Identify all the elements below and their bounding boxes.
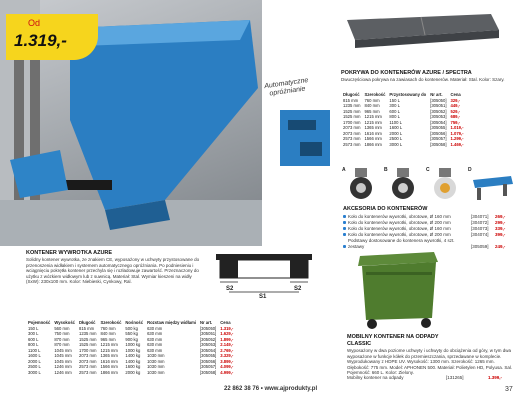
table-cell: 800 L	[389, 114, 400, 119]
table-cell: 630 mm	[147, 331, 163, 336]
table-cell: 965 mm	[364, 108, 380, 114]
price-cell: 449,-	[450, 103, 461, 108]
table-cell: 1866 mm	[100, 369, 118, 375]
accessories-list	[343, 214, 515, 249]
table-cell: 1100 L	[28, 347, 41, 353]
table-cell: 870 mm	[54, 336, 70, 342]
accessories-title: AKCESORIA DO KONTENERÓW	[343, 206, 428, 212]
table-cell: 1400 kg	[125, 353, 141, 358]
bin-description: Wyposażony w dwa poziome uchwyty i uchwyty do obciążenia od góry, w tym dwa wyposażone w funkcje kółek do przemieszczania, sprzedawane w komplecie. Wyprodukowany z HDPE UV. Wysokość: 1300 mm. Szerokość: 1265 mm. Głębokość: 775 mm. Model: APHONEN 500. Materiał: Polietylen HD, Polyusa. Sal. Pojemność: 660 L. Kolor: Zielony.	[347, 348, 513, 376]
accessory-price: 399,-	[495, 232, 506, 238]
table-cell: 2073 mm	[78, 353, 97, 358]
col-header: Nr art.	[430, 92, 443, 97]
col-header: Długość	[343, 92, 360, 97]
table-cell: 1246 mm	[54, 364, 72, 369]
table-cell: 1525 mm	[343, 108, 361, 114]
table-cell: 1866 mm	[364, 141, 382, 147]
price-cell: 1.299,-	[450, 136, 464, 141]
table-row	[26, 353, 235, 359]
page-number: 37	[505, 386, 513, 393]
price-cell: 2.149,-	[220, 342, 234, 347]
price-cell: 329,-	[450, 97, 461, 103]
table-cell: 150 L	[389, 97, 400, 103]
accessory-text: Koło do kontenerów wywrotki, obrotowe, Ø 200 mm	[348, 232, 451, 237]
lid-title: POKRYWA DO KONTENERÓW AZURE / SPECTRA	[341, 70, 472, 76]
col-header: Przystosowany do	[389, 92, 427, 97]
table-cell: [305054]	[199, 347, 217, 353]
bin-image	[352, 248, 442, 330]
table-cell: 600 L	[28, 336, 39, 342]
table-cell: 1045 mm	[54, 347, 72, 353]
table-cell: 3000 L	[389, 141, 403, 147]
table-cell: 3000 L	[28, 369, 41, 375]
table-cell: 750 mm	[54, 331, 70, 336]
table-cell: 2000 L	[389, 130, 403, 136]
table-cell: [305052]	[430, 108, 447, 114]
accessory-text: Koło do kontenerów wywrotki, obrotowe, Ø 160 mm	[348, 226, 451, 231]
table-row	[341, 142, 466, 148]
table-row	[26, 370, 235, 376]
col-header: Cena	[220, 320, 231, 325]
table-cell: 2073 mm	[343, 130, 361, 136]
s2-right-label: S2	[294, 286, 302, 292]
table-cell: 1246 mm	[54, 369, 72, 375]
table-cell: 2573 mm	[78, 364, 97, 369]
table-cell: [305055]	[430, 125, 447, 130]
table-cell: [305058]	[199, 369, 217, 375]
table-cell: 630 mm	[147, 336, 163, 342]
table-row	[26, 364, 235, 370]
table-cell: 1616 mm	[100, 358, 118, 364]
col-header: Nr art.	[199, 320, 213, 325]
table-cell: 1215 mm	[364, 119, 382, 125]
table-cell: 1566 mm	[100, 364, 118, 369]
table-cell: 1215 mm	[364, 114, 382, 119]
table-cell: 2573 mm	[343, 141, 361, 147]
price-value: 1.319,-	[14, 31, 67, 50]
price-cell: 3.899,-	[220, 358, 234, 364]
price-cell: 3.329,-	[220, 353, 234, 358]
bullet-icon	[343, 233, 346, 236]
accessory-art: [304073]	[471, 226, 489, 232]
s2-left-label: S2	[226, 286, 234, 292]
table-cell: [305051]	[430, 103, 447, 108]
price-cell: 759,-	[450, 119, 461, 125]
table-cell: 1525 mm	[78, 336, 97, 342]
table-cell: 1045 mm	[54, 358, 72, 364]
table-cell: 1215 mm	[100, 347, 118, 353]
table-cell: 815 mm	[78, 325, 95, 331]
table-cell: 760 mm	[100, 325, 116, 331]
accessory-price: 249,-	[495, 243, 506, 249]
table-cell: 1030 mm	[147, 353, 165, 358]
table-cell: 2500 L	[389, 136, 403, 141]
table-cell: [305051]	[199, 331, 217, 336]
wheel-label-b: B	[384, 167, 388, 173]
wheel-label-a: A	[342, 167, 346, 173]
table-cell: [305050]	[199, 325, 217, 331]
table-cell: [305052]	[199, 336, 217, 342]
price-cell: 1.079,-	[450, 130, 464, 136]
table-cell: 1700 mm	[78, 347, 97, 353]
accessory-art: [304072]	[471, 220, 489, 226]
col-header: Szerokość	[100, 320, 122, 325]
lid-table	[341, 92, 466, 147]
footer-contact[interactable]: 22 862 38 76 • www.ajprodukty.pl	[224, 386, 318, 392]
tipper-title: KONTENER WYWROTKA AZURE	[26, 250, 113, 256]
table-cell: 1235 mm	[78, 331, 97, 336]
col-header: Cena	[450, 92, 461, 97]
table-cell: [305053]	[430, 114, 447, 119]
lid-image	[341, 10, 501, 56]
accessory-art: [304074]	[471, 232, 489, 238]
table-cell: 2500 L	[28, 364, 41, 369]
table-cell: 1525 mm	[78, 342, 97, 347]
table-cell: [305058]	[430, 141, 447, 147]
table-cell: 300 L	[28, 331, 39, 336]
bin-title: MOBILNY KONTENER NA ODPADY CLASSIC	[347, 334, 439, 347]
table-cell: 300 L	[389, 103, 400, 108]
table-cell: 1030 mm	[147, 369, 165, 375]
table-cell: 500 kg	[125, 325, 138, 331]
table-cell: 1400 kg	[125, 358, 141, 364]
handwritten-note: Automatyczne opróżnianie	[263, 76, 309, 98]
table-cell: 2073 mm	[343, 125, 361, 130]
price-cell: 1.019,-	[450, 125, 464, 130]
bin-price: 1.399,-	[488, 375, 503, 380]
table-cell: 760 mm	[364, 97, 380, 103]
price-cell: 529,-	[450, 108, 461, 114]
bullet-icon	[343, 221, 346, 224]
table-cell: 1600 L	[389, 125, 403, 130]
table-cell: 630 mm	[147, 347, 163, 353]
table-cell: 900 kg	[125, 336, 138, 342]
table-cell: 630 mm	[147, 342, 163, 347]
table-cell: 600 L	[389, 108, 400, 114]
price-cell: 2.769,-	[220, 347, 234, 353]
table-cell: 1045 mm	[54, 353, 72, 358]
accessory-price: 299,-	[495, 220, 506, 226]
table-cell: 1100 L	[389, 119, 402, 125]
accessory-text: Koło do kontenerów wywrotki, obrotowe, Ø 200 mm	[348, 220, 451, 225]
table-cell: [305053]	[199, 342, 217, 347]
price-cell: 4.099,-	[220, 364, 234, 369]
table-cell: 1365 mm	[364, 125, 382, 130]
table-header-row	[26, 320, 235, 326]
table-cell: 1616 mm	[364, 130, 382, 136]
lid-description: Dwuczęściowa pokrywa na zawiasach do kontenerów. Materiał: Stal. Kolor: Szary.	[341, 77, 505, 82]
accessory-price: 269,-	[495, 214, 506, 220]
table-cell: 1700 mm	[343, 119, 361, 125]
bullet-icon	[343, 215, 346, 218]
table-cell: 2000 kg	[125, 369, 141, 375]
table-cell: 1235 mm	[343, 103, 361, 108]
table-row	[26, 342, 235, 348]
tipper-description: Solidny kontener wywrotka, ze znakiem CE, wyposażony w uchwyty przystosowane do przenoszenia widłakiem i systemem automatycznego opróżniania. Po podniesieniu i wciągnięciu pokrętła kontener przechyla się i rozładowuje zawartość. Przeznaczony do użytku z wózkiem widłowym lub z suwnicą. Materiał: Stal. Wymiar kieszeni na widły (SxW): 230x100 mm. Kolor: Niebieski, Cynkowy, Ral.	[26, 257, 200, 285]
col-header: Nośność	[125, 320, 144, 325]
accessory-text: Koło do kontenerów wywrotki, obrotowe, Ø 160 mm	[348, 214, 451, 219]
table-cell: 1566 mm	[364, 136, 382, 141]
wheel-label-c: C	[426, 167, 430, 173]
table-cell: 870 mm	[54, 342, 70, 347]
s1-label: S1	[259, 294, 267, 300]
price-cell: 1.899,-	[220, 336, 234, 342]
table-cell: 2000 L	[28, 358, 41, 364]
bullet-icon	[343, 245, 346, 248]
table-cell: 1000 kg	[125, 342, 141, 347]
table-cell: [305057]	[430, 136, 447, 141]
table-cell: 1030 mm	[147, 364, 165, 369]
tipper-table	[26, 320, 235, 375]
table-cell: [305056]	[430, 130, 447, 136]
table-cell: 1365 mm	[100, 353, 118, 358]
table-cell: [305055]	[199, 353, 217, 358]
price-cell: 1.319,-	[220, 325, 234, 331]
accessory-art: [305059]	[471, 243, 489, 249]
accessory-text: Podstawy dostosowane do kontenera wywrotki, 4 szt. zestawy	[348, 238, 455, 249]
table-cell: 560 mm	[54, 325, 70, 331]
table-cell: 840 mm	[100, 331, 116, 336]
table-cell: 1525 mm	[343, 114, 361, 119]
table-row	[26, 331, 235, 337]
accessory-price: 339,-	[495, 226, 506, 232]
table-cell: 630 mm	[147, 325, 163, 331]
col-header: Rozstaw między widłami	[147, 320, 196, 325]
table-cell: 1600 kg	[125, 364, 141, 369]
table-cell: 150 L	[28, 325, 39, 331]
table-cell: 2573 mm	[78, 369, 97, 375]
col-header: Wysokość	[54, 320, 75, 325]
table-cell: 2073 mm	[78, 358, 97, 364]
table-cell: 550 kg	[125, 331, 138, 336]
table-cell: 1215 mm	[100, 342, 118, 347]
table-cell: 840 mm	[364, 103, 380, 108]
col-header: Długość	[78, 320, 96, 325]
table-cell: 2573 mm	[343, 136, 361, 141]
price-from-label: Od	[28, 18, 41, 28]
mechanism-image	[280, 110, 330, 166]
bin-art: [131265]	[446, 375, 464, 380]
table-cell: 1000 kg	[125, 347, 141, 353]
price-cell: 1.629,-	[220, 331, 234, 336]
table-cell: 815 mm	[343, 97, 359, 103]
table-cell: [305050]	[430, 97, 447, 103]
price-cell: 4.999,-	[220, 369, 234, 375]
accessory-art: [304071]	[471, 214, 489, 220]
wheel-label-d: D	[468, 167, 472, 173]
table-cell: [305057]	[199, 364, 217, 369]
price-cell: 689,-	[450, 114, 461, 119]
price-cell: 1.469,-	[450, 141, 464, 147]
bin-item-label: Mobilny kontener na odpady	[347, 375, 404, 380]
table-cell: 965 mm	[100, 336, 116, 342]
table-cell: 1600 L	[28, 353, 41, 358]
bullet-icon	[343, 227, 346, 230]
price-badge	[6, 14, 98, 60]
table-cell: 800 L	[28, 342, 39, 347]
table-cell: 1030 mm	[147, 358, 165, 364]
table-cell: [305056]	[199, 358, 217, 364]
table-cell: [305054]	[430, 119, 447, 125]
wheels-row	[343, 168, 515, 202]
col-header: Szerokość	[364, 92, 386, 97]
col-header: Pojemność	[28, 320, 51, 325]
